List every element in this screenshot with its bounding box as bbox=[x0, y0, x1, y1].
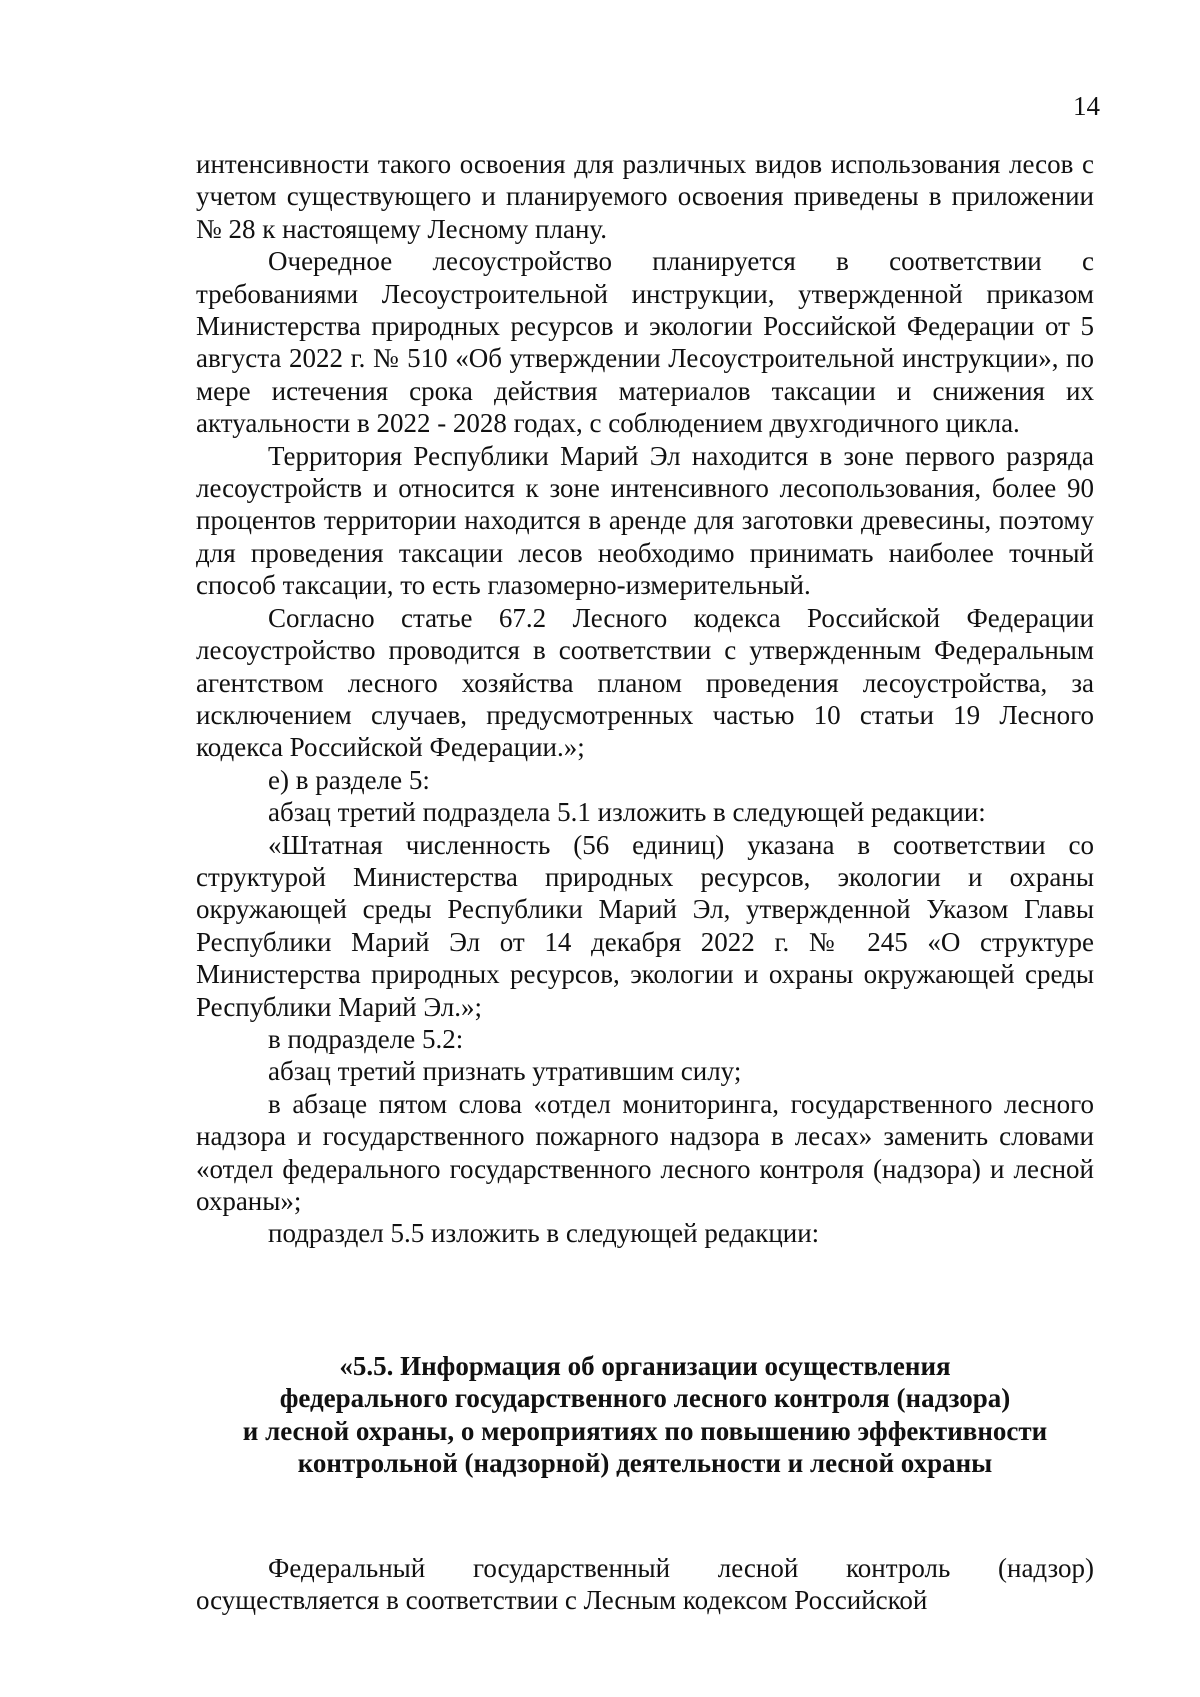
paragraph-territory: Территория Республики Марий Эл находится в зоне первого разряда лесоустройств и относится к зоне интенсивного лесопользования, более 90 процентов территории находится в аренде для заготовки древесины, поэтому для проведения таксации лесов необходимо принимать наиболее точный способ таксации, то есть глазомерно-измерительный. bbox=[196, 440, 1094, 601]
paragraph-continuation: интенсивности такого освоения для различных видов использования лесов с учетом существующего и планируемого освоения приведены в приложении № 28 к настоящему Лесному плану. bbox=[196, 149, 1094, 244]
heading-line: и лесной охраны, о мероприятиях по повышению эффективности bbox=[242, 1415, 1048, 1446]
document-body bbox=[196, 148, 1094, 1250]
paragraph-article-67-2: Согласно статье 67.2 Лесного кодекса Российской Федерации лесоустройство проводится в соответствии с утвержденным Федеральным агентством лесного хозяйства планом проведения лесоустройства, за исключением случаев, предусмотренных частью 10 статьи 19 Лесного кодекса Российской Федерации.»; bbox=[196, 602, 1094, 763]
paragraph-subsection-5-5: подраздел 5.5 изложить в следующей редакции: bbox=[268, 1218, 820, 1249]
heading-line: контрольной (надзорной) деятельности и лесной охраны bbox=[297, 1448, 993, 1479]
paragraph-forest-inventory: Очередное лесоустройство планируется в соответствии с требованиями Лесоустроительной инструкции, утвержденной приказом Министерства природных ресурсов и экологии Российской Федерации от 5 августа 2022 г. № 510 «Об утверждении Лесоустроительной инструкции», по мере истечения срока действия материалов таксации и снижения их актуальности в 2022 - 2028 годах, с соблюдением двухгодичного цикла. bbox=[196, 246, 1094, 439]
heading-line: «5.5. Информация об организации осуществления bbox=[339, 1351, 951, 1381]
paragraph-section-5: е) в разделе 5: bbox=[268, 764, 430, 795]
heading-line: федерального государственного лесного контроля (надзора) bbox=[279, 1383, 1011, 1414]
section-heading bbox=[196, 1350, 1094, 1480]
paragraph-staff-count: «Штатная численность (56 единиц) указана в соответствии со структурой Министерства природных ресурсов, экологии и охраны окружающей среды Республики Марий Эл, утвержденной Указом Главы Республики Марий Эл от 14 декабря 2022 г. № 245 «О структуре Министерства природных ресурсов, экологии и охраны окружающей среды Республики Марий Эл.»; bbox=[196, 829, 1094, 1022]
document-body-continued bbox=[196, 1552, 1094, 1617]
paragraph-subsection-5-2: в подразделе 5.2: bbox=[268, 1023, 464, 1054]
paragraph-third-abolished: абзац третий признать утратившим силу; bbox=[268, 1056, 742, 1087]
paragraph-subsection-5-1: абзац третий подраздела 5.1 изложить в следующей редакции: bbox=[268, 797, 986, 828]
page-number: 14 bbox=[1073, 91, 1100, 121]
paragraph-fifth-replace: в абзаце пятом слова «отдел мониторинга, государственного лесного надзора и государственного пожарного надзора в лесах» заменить словами «отдел федерального государственного лесного контроля (надзора) и лесной охраны»; bbox=[196, 1088, 1094, 1216]
paragraph-federal-control: Федеральный государственный лесной контроль (надзор) осуществляется в соответствии с Лесным кодексом Российской bbox=[196, 1553, 1094, 1616]
